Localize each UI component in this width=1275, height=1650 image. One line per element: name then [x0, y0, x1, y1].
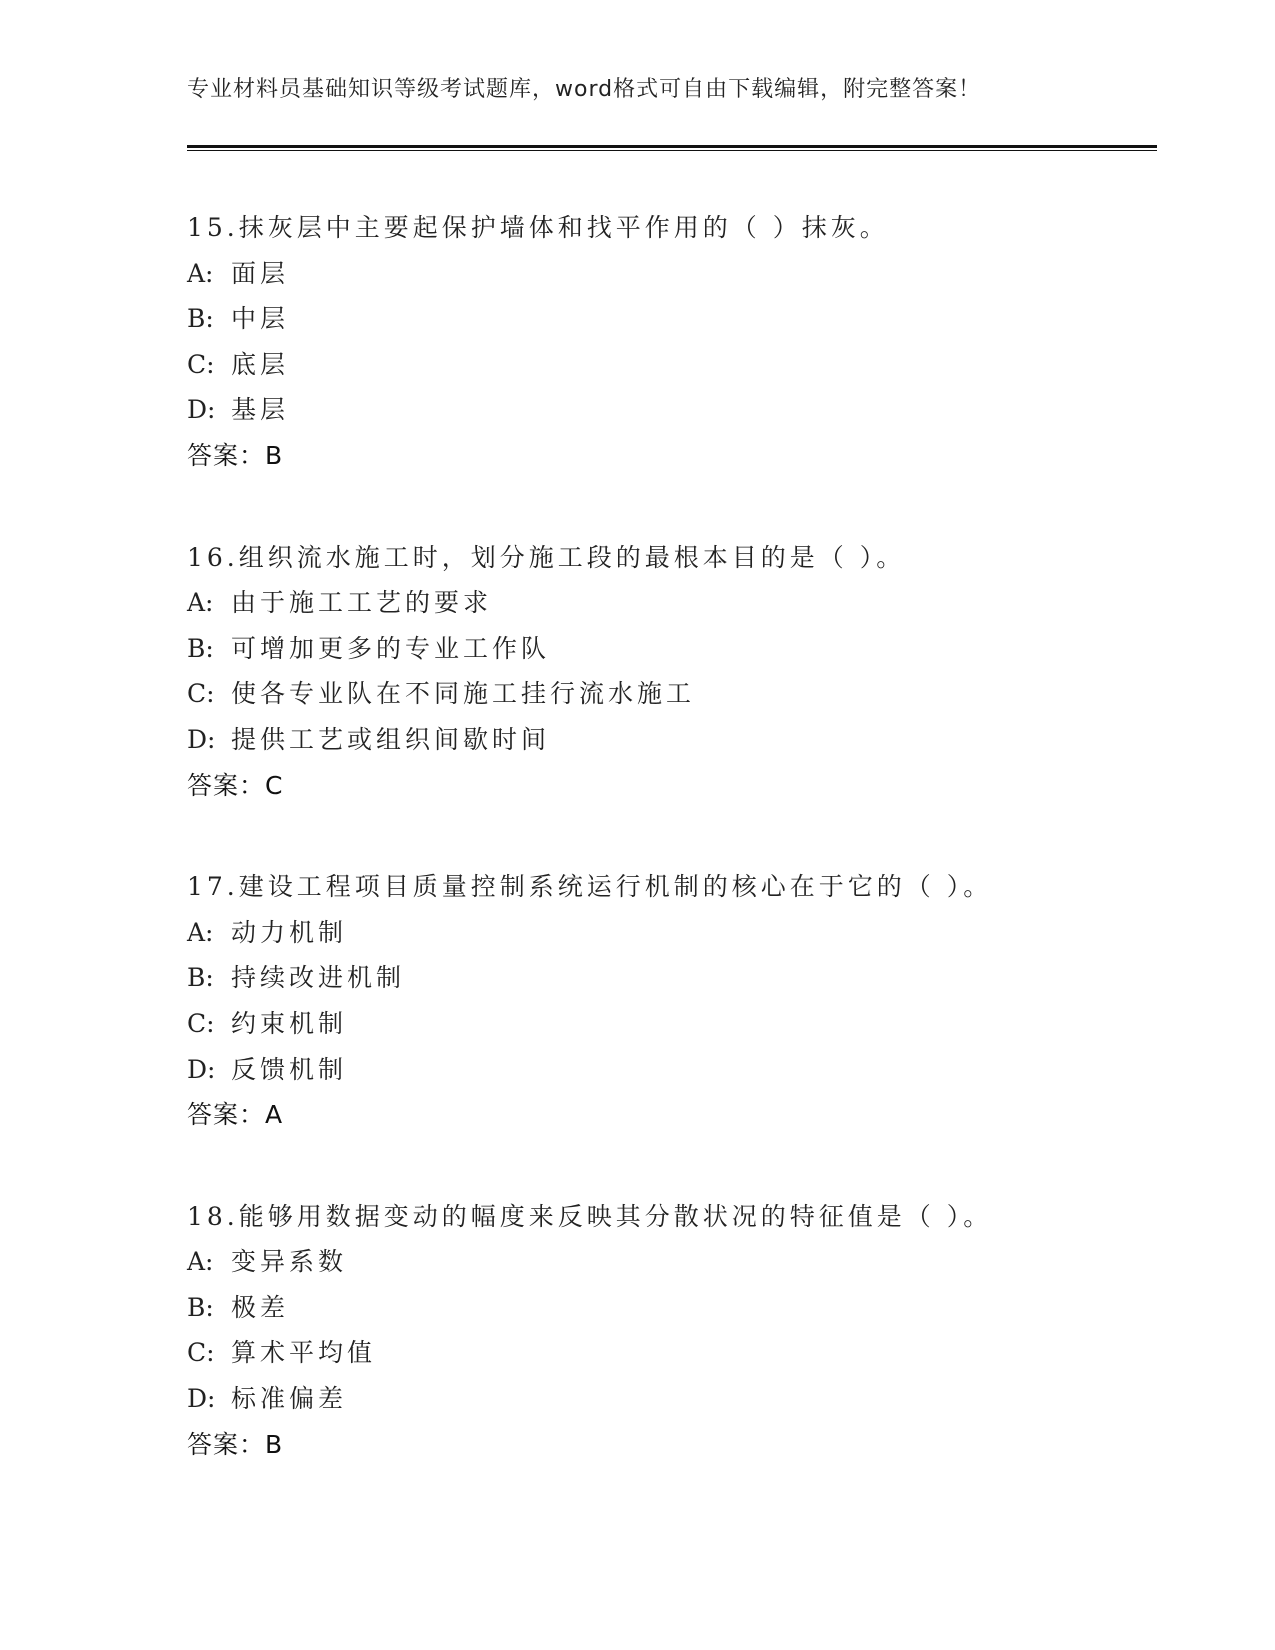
option-letter: A:	[187, 1247, 214, 1277]
option-text: 极差	[231, 1292, 290, 1322]
option-d	[187, 717, 1147, 763]
question-stem: 15.抹灰层中主要起保护墙体和找平作用的（ ）抹灰。	[187, 213, 889, 242]
answer-line: 答案：B	[187, 440, 284, 470]
option-c	[187, 1330, 1147, 1376]
option-text: 底层	[231, 349, 290, 379]
question-18	[187, 1194, 1147, 1468]
option-text: 反馈机制	[231, 1054, 348, 1084]
option-text: 约束机制	[231, 1008, 348, 1038]
option-letter: B:	[187, 1292, 214, 1322]
question-15	[187, 205, 1147, 479]
option-b	[187, 296, 1147, 342]
option-d	[187, 1376, 1147, 1422]
question-17	[187, 864, 1147, 1138]
option-letter: A:	[187, 258, 214, 288]
question-16	[187, 535, 1147, 809]
option-letter: B:	[187, 963, 214, 993]
option-letter: C:	[187, 679, 215, 709]
option-letter: D:	[187, 1384, 216, 1414]
option-text: 标准偏差	[231, 1384, 348, 1414]
answer-line: 答案：B	[187, 1429, 284, 1459]
header-divider	[187, 145, 1157, 151]
option-text: 算术平均值	[231, 1338, 377, 1368]
option-d	[187, 1047, 1147, 1093]
option-c	[187, 671, 1147, 717]
option-b	[187, 955, 1147, 1001]
option-c	[187, 1001, 1147, 1047]
option-text: 面层	[231, 258, 290, 288]
option-text: 持续改进机制	[231, 963, 406, 993]
option-letter: C:	[187, 349, 215, 379]
option-a	[187, 251, 1147, 297]
answer-line: 答案：C	[187, 770, 284, 800]
page-header: 专业材料员基础知识等级考试题库，word格式可自由下载编辑，附完整答案！	[187, 77, 982, 102]
option-text: 变异系数	[231, 1247, 348, 1277]
option-text: 使各专业队在不同施工挂行流水施工	[231, 679, 696, 709]
question-stem: 16.组织流水施工时，划分施工段的最根本目的是（ ）。	[187, 542, 906, 572]
option-text: 中层	[231, 304, 290, 334]
option-letter: C:	[187, 1008, 215, 1038]
option-text: 可增加更多的专业工作队	[231, 633, 551, 663]
option-a	[187, 580, 1147, 626]
option-text: 动力机制	[231, 917, 348, 947]
option-a	[187, 1239, 1147, 1285]
option-text: 提供工艺或组织间歇时间	[231, 724, 551, 754]
option-b	[187, 626, 1147, 672]
option-text: 基层	[231, 395, 290, 425]
option-letter: A:	[187, 917, 214, 947]
option-letter: D:	[187, 724, 216, 754]
option-text: 由于施工工艺的要求	[231, 588, 493, 618]
option-letter: B:	[187, 304, 214, 334]
option-letter: D:	[187, 1054, 216, 1084]
question-list	[187, 205, 1147, 1523]
option-letter: D:	[187, 395, 216, 425]
option-d	[187, 387, 1147, 433]
option-a	[187, 910, 1147, 956]
question-stem: 17.建设工程项目质量控制系统运行机制的核心在于它的（ ）。	[187, 872, 993, 902]
question-stem: 18.能够用数据变动的幅度来反映其分散状况的特征值是（ ）。	[187, 1201, 993, 1231]
option-c	[187, 342, 1147, 388]
answer-line: 答案：A	[187, 1100, 284, 1130]
option-letter: A:	[187, 588, 214, 618]
option-b	[187, 1285, 1147, 1331]
option-letter: C:	[187, 1338, 215, 1368]
option-letter: B:	[187, 633, 214, 663]
